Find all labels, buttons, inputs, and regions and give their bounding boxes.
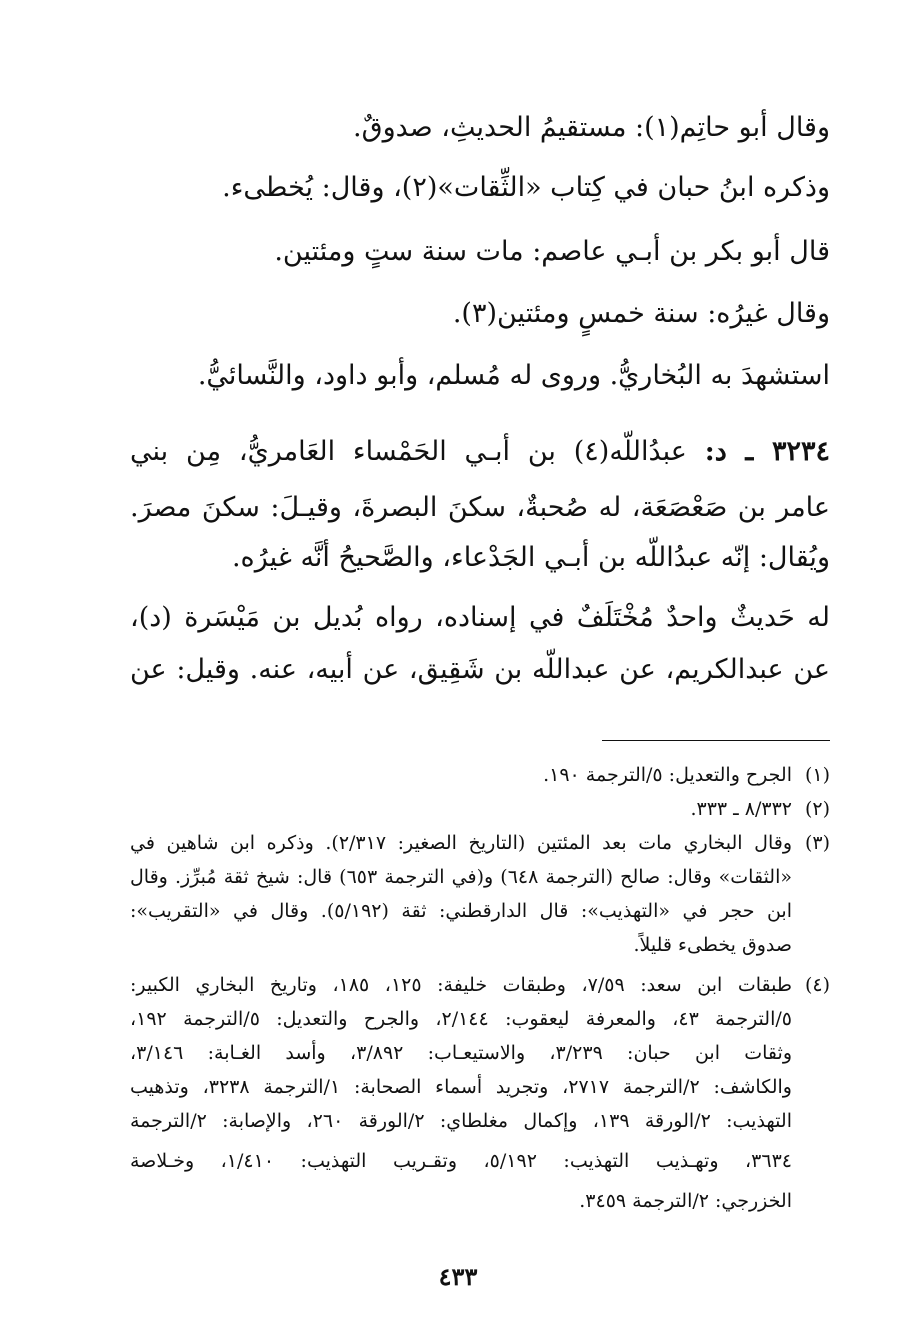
entry-line-2: عامر بن صَعْصَعَة، له صُحبةٌ، سكنَ البصرةَ، وقيـلَ: سكنَ مصرَ. bbox=[130, 492, 830, 523]
footnote-3-line-4 bbox=[634, 934, 831, 956]
footnote-4-line-5 bbox=[130, 1110, 830, 1132]
body-line-1: وقال أبو حاتِم(١): مستقيمُ الحديثِ، صدوقٌ. bbox=[353, 112, 830, 143]
footnote-text: التهذيب: ٢/الورقة ١٣٩، وإكمال مغلطاي: ٢/الورقة ٢٦٠، والإصابة: ٢/الترجمة bbox=[130, 1110, 792, 1132]
footnote-text: ٨/٣٣٢ ـ ٣٣٣. bbox=[690, 798, 792, 820]
footnote-3-line-2 bbox=[130, 866, 830, 888]
footnote-number: (٤) bbox=[804, 974, 830, 996]
body-line-3: قال أبو بكر بن أبـي عاصم: مات سنة ستٍ ومئتين. bbox=[274, 236, 830, 267]
footnote-text: ٣٦٣٤، وتهـذيب التهذيب: ٥/١٩٢، وتقـريب التهذيب: ١/٤١٠، وخـلاصة bbox=[130, 1150, 792, 1172]
footnote-text: وثقات ابن حبان: ٣/٢٣٩، والاستيعـاب: ٣/٨٩٢، وأسد الغـابة: ٣/١٤٦، bbox=[130, 1042, 792, 1064]
footnote-4-line-7 bbox=[579, 1190, 830, 1212]
footnote-text: وقال البخاري مات بعد المئتين (التاريخ الصغير: ٢/٣١٧). وذكره ابن شاهين في bbox=[130, 832, 792, 854]
entry-line-1 bbox=[130, 436, 830, 467]
footnote-text: طبقات ابن سعد: ٧/٥٩، وطبقات خليفة: ١٢٥، ١٨٥، وتاريخ البخاري الكبير: bbox=[130, 974, 792, 996]
entry-line-5: عن عبدالكريم، عن عبداللّه بن شَقِيق، عن أبيه، عنه. وقيل: عن bbox=[130, 654, 830, 685]
body-line-5: استشهدَ به البُخاريُّ. وروى له مُسلم، وأبو داود، والنَّسائيُّ. bbox=[197, 360, 830, 391]
footnote-1 bbox=[543, 764, 830, 786]
entry-line-4: له حَديثٌ واحدٌ مُخْتَلَفٌ في إسناده، رواه بُديل بن مَيْسَرة (د)، bbox=[130, 602, 830, 633]
page-number: ٤٣٣ bbox=[438, 1262, 478, 1291]
footnote-4-line-6 bbox=[130, 1150, 830, 1172]
footnote-3-line-1 bbox=[130, 832, 830, 854]
body-line-4: وقال غيرُه: سنة خمسٍ ومئتين(٣). bbox=[452, 298, 830, 329]
footnote-divider bbox=[602, 740, 830, 741]
footnote-text: ابن حجر في «التهذيب»: قال الدارقطني: ثقة (٥/١٩٢). وقال في «التقريب»: bbox=[130, 900, 792, 922]
body-line-2: وذكره ابنُ حبان في كِتاب «الثِّقات»(٢)، وقال: يُخطىء. bbox=[222, 172, 830, 203]
footnote-number: (٢) bbox=[804, 798, 830, 820]
footnote-text: ٥/الترجمة ٤٣، والمعرفة ليعقوب: ٢/١٤٤، والجرح والتعديل: ٥/الترجمة ١٩٢، bbox=[130, 1008, 792, 1030]
entry-number: ٣٢٣٤ ـ د: bbox=[704, 436, 830, 467]
footnote-text: الخزرجي: ٢/الترجمة ٣٤٥٩. bbox=[579, 1190, 792, 1212]
entry-line-3: ويُقال: إنّه عبدُاللّه بن أبـي الجَدْعاء، والصَّحيحُ أنَّه غيرُه. bbox=[231, 542, 830, 573]
footnote-text: «الثقات» وقال: صالح (الترجمة ٦٤٨) و(في الترجمة ٦٥٣) قال: شيخ ثقة مُبرِّز. وقال bbox=[130, 866, 792, 888]
footnote-text: صدوق يخطىء قليلاً. bbox=[633, 934, 792, 956]
footnote-2 bbox=[690, 798, 830, 820]
entry-heading-text: عبدُاللّه(٤) بن أبـي الحَمْساء العَامريُّ، مِن بني bbox=[130, 436, 687, 467]
footnote-text: الجرح والتعديل: ٥/الترجمة ١٩٠. bbox=[543, 764, 792, 786]
footnote-4-line-4 bbox=[130, 1076, 830, 1098]
footnote-4-line-1 bbox=[130, 974, 830, 996]
footnote-number: (٣) bbox=[804, 832, 830, 854]
footnote-3-line-3 bbox=[130, 900, 830, 922]
footnote-number: (١) bbox=[804, 764, 830, 786]
footnote-4-line-3 bbox=[130, 1042, 830, 1064]
footnote-text: والكاشف: ٢/الترجمة ٢٧١٧، وتجريد أسماء الصحابة: ١/الترجمة ٣٢٣٨، وتذهيب bbox=[130, 1076, 792, 1098]
footnote-4-line-2 bbox=[130, 1008, 830, 1030]
